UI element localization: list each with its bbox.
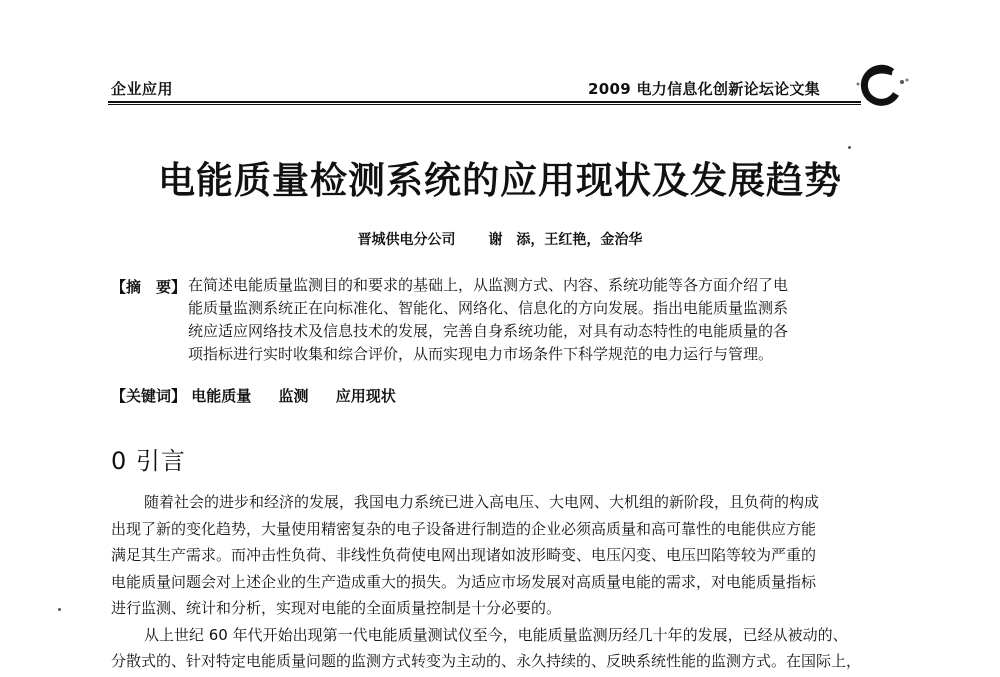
abstract-line: 项指标进行实时收集和综合评价，从而实现电力市场条件下科学规范的电力运行与管理。 — [188, 345, 774, 363]
abstract-label: 【摘 要】 — [111, 278, 187, 296]
paper-title: 电能质量检测系统的应用现状及发展趋势 — [158, 159, 842, 202]
abstract-line: 在简述电能质量监测目的和要求的基础上，从监测方式、内容、系统功能等各方面介绍了电 — [188, 276, 789, 294]
body-text — [111, 489, 911, 675]
header-publication: 2009 电力信息化创新论坛论文集 — [588, 80, 821, 98]
body-line: 出现了新的变化趋势，大量使用精密复杂的电子设备进行制造的企业必须高质量和高可靠性的电能供应方能 — [111, 519, 817, 538]
abstract-line: 能质量监测系统正在向标准化、智能化、网络化、信息化的方向发展。指出电能质量监测系 — [188, 299, 789, 317]
body-line: 满足其生产需求。而冲击性负荷、非线性负荷使电网出现诸如波形畸变、电压闪变、电压凹陷等较为严重的 — [111, 546, 817, 564]
keywords-label: 【关键词】 — [111, 387, 187, 405]
abstract-text — [188, 274, 888, 366]
body-line: 从上世纪 60 年代开始出现第一代电能质量测试仪至今，电能质量监测历经几十年的发展，已经从被动的、 — [144, 625, 848, 644]
header-rule-thin — [108, 104, 861, 105]
keyword-item: 应用现状 — [335, 387, 396, 405]
body-line: 分散式的、针对特定电能质量问题的监测方式转变为主动的、永久持续的、反映系统性能的监测方式。在国际上， — [111, 652, 862, 670]
header-section-label: 企业应用 — [111, 80, 174, 98]
abstract-line: 统应适应网络技术及信息技术的发展，完善自身系统功能，对具有动态特性的电能质量的各 — [188, 322, 789, 340]
keyword-item: 电能质量 — [191, 387, 252, 405]
publication-logo-icon — [852, 58, 912, 112]
body-line: 随着社会的进步和经济的发展，我国电力系统已进入高电压、大电网、大机组的新阶段，且负荷的构成 — [144, 493, 820, 511]
author-organization: 晋城供电分公司 — [357, 232, 456, 248]
scan-speck — [58, 608, 61, 611]
author-line — [0, 229, 1000, 249]
body-line: 进行监测、统计和分析，实现对电能的全面质量控制是十分必要的。 — [111, 599, 562, 617]
keywords — [111, 385, 418, 406]
header-rule — [108, 101, 861, 103]
body-line: 电能质量问题会对上述企业的生产造成重大的损失。为适应市场发展对高质量电能的需求，对电能质量指标 — [111, 572, 817, 591]
section-heading: 0 引言 — [111, 447, 186, 475]
scan-speck — [848, 146, 851, 149]
keyword-item: 监测 — [278, 387, 309, 405]
author-names: 谢 添，王红艳，金治华 — [488, 232, 643, 248]
